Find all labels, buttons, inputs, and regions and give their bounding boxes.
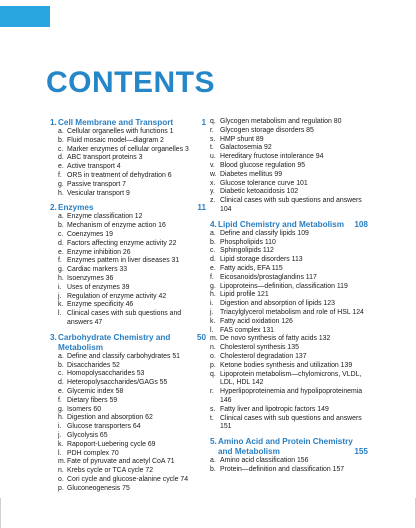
entry-letter: f. [58,396,62,404]
toc-entry[interactable] [210,188,368,197]
entry-letter: y. [210,188,215,196]
entry-letter: c. [58,230,64,238]
entry-letter: f. [210,273,214,281]
entry-letter: g. [58,180,64,188]
entry-letter: z. [210,197,216,205]
chapter-page: 155 [354,447,368,457]
entry-text: Digestion and absorption 62 [67,414,153,422]
entry-letter: l. [58,449,62,457]
chapter-title: Cell Membrane and Transport [58,118,174,127]
toc-entry[interactable] [210,309,368,318]
entry-text: Lipoprotein metabolism—chylomicrons, VLDL, LDL, HDL 142 [220,370,362,387]
toc-entry[interactable] [210,335,368,344]
chapter-page: 1 [201,118,206,127]
entry-text: Isomers 60 [67,405,102,413]
entry-text: Fluid mosaic model—diagram 2 [67,136,164,144]
toc-item-list [50,213,206,327]
toc-entry[interactable] [50,154,206,163]
entry-letter: q. [210,370,216,378]
entry-text: Lipid profile 121 [220,291,269,299]
entry-letter: q. [210,118,216,125]
entry-text: ORS in treatment of dehydration 6 [67,171,172,179]
toc-entry[interactable] [50,388,206,397]
entry-letter: j. [58,292,62,300]
entry-text: Define and classify carbohydrates 51 [67,352,180,360]
toc-entry[interactable] [50,406,206,415]
toc-entry[interactable] [50,284,206,293]
entry-letter: h. [210,291,216,299]
chapter-title: Carbohydrate Chemistry and Metabolism [58,332,171,352]
entry-text: Marker enzymes of cellular organelles 3 [67,145,189,153]
entry-letter: c. [58,370,64,378]
toc-entry[interactable] [50,301,206,310]
entry-text: Dietary fibers 59 [67,396,118,404]
entry-text: ABC transport proteins 3 [67,154,143,162]
entry-letter: r. [210,388,214,396]
entry-text: Homopolysaccharides 53 [67,370,145,378]
chapter-page: 50 [196,332,206,342]
toc-entry[interactable] [210,406,368,415]
entry-text: Coenzymes 19 [67,230,113,238]
toc-entry[interactable] [210,344,368,353]
entry-text: Enzyme classification 12 [67,213,143,221]
entry-letter: k. [210,317,216,325]
chapter-page: 11 [197,203,206,213]
entry-text: Glycemic index 58 [67,387,124,395]
toc-entry[interactable] [50,240,206,249]
toc-entry[interactable] [50,441,206,450]
entry-letter: t. [210,144,214,152]
entry-text: Amino acid classification 156 [220,457,309,465]
entry-letter: a. [210,229,216,237]
entry-letter: d. [58,379,64,387]
toc-entry[interactable] [50,397,206,406]
entry-letter: g. [58,405,64,413]
toc-entry[interactable] [210,371,368,389]
toc-entry[interactable] [210,153,368,162]
entry-letter: s. [210,405,216,413]
entry-letter: j. [58,431,62,439]
entry-letter: m. [58,458,66,466]
entry-text: Galactosemia 92 [220,144,272,152]
entry-letter: m. [210,335,218,343]
entry-text: Cori cycle and glucose-alanine cycle 74 [67,475,189,483]
toc-entry[interactable] [210,239,368,248]
entry-text: Isoenzymes 36 [67,274,114,282]
toc-entry[interactable] [50,249,206,258]
entry-text: Enzyme specificity 46 [67,301,134,309]
entry-text: De novo synthesis of fatty acids 132 [220,335,331,343]
entry-letter: i. [210,300,214,308]
toc-entry[interactable] [210,230,368,239]
toc-entry[interactable] [50,458,206,467]
toc-entry[interactable] [210,118,368,127]
toc-entry[interactable] [50,310,206,328]
toc-entry[interactable] [50,467,206,476]
toc-entry[interactable] [210,318,368,327]
toc-entry[interactable] [210,256,368,265]
toc-entry[interactable] [210,136,368,145]
entry-letter: r. [210,126,214,134]
entry-text: Phospholipids 110 [220,238,276,246]
entry-text: Clinical cases with sub questions and answers 104 [220,197,362,213]
toc-entry[interactable] [210,144,368,153]
toc-entry[interactable] [50,379,206,388]
toc-entry[interactable] [210,353,368,362]
entry-text: Heteropolysaccharides/GAGs 55 [67,379,168,387]
toc-right-column [210,118,368,475]
toc-item-list [210,457,368,475]
entry-letter: b. [210,238,216,246]
entry-text: Uses of enzymes 39 [67,283,130,291]
toc-item-list [50,128,206,198]
entry-letter: p. [58,484,64,492]
toc-entry[interactable] [210,283,368,292]
entry-text: Glucose tolerance curve 101 [220,179,308,187]
entry-text: Krebs cycle or TCA cycle 72 [67,467,154,475]
toc-entry[interactable] [210,127,368,136]
entry-text: Protein—definition and classification 157 [220,465,345,473]
toc-entry[interactable] [210,362,368,371]
chapter-heading[interactable] [210,437,368,457]
toc-item-list [210,118,368,215]
entry-letter: a. [58,213,64,221]
entry-letter: i. [58,283,62,291]
toc-entry[interactable] [50,362,206,371]
toc-entry[interactable] [50,450,206,459]
page-title: CONTENTS [46,66,215,99]
entry-text: Triacylglycerol metabolism and role of HSL 124 [220,308,364,316]
entry-text: Glycogen metabolism and regulation 80 [220,118,342,125]
entry-text: PDH complex 70 [67,449,119,457]
entry-text: Eicosanoids/prostaglandins 117 [220,273,317,281]
toc-entry[interactable] [210,247,368,256]
toc-entry[interactable] [210,388,368,406]
chapter-number: 1. [50,118,57,127]
entry-text: Clinical cases with sub questions and answers 47 [67,310,182,326]
chapter-number: 5. [210,437,217,447]
entry-text: Cardiac markers 33 [67,266,128,274]
entry-text: Lipoproteins—definition, classification 119 [220,282,348,290]
entry-text: Fatty acid oxidation 126 [220,317,293,325]
entry-text: Rapoport-Luebering cycle 69 [67,440,156,448]
entry-letter: j. [210,308,214,316]
entry-text: Cellular organelles with functions 1 [67,128,174,135]
chapter-heading[interactable] [50,333,206,353]
entry-letter: a. [210,457,216,465]
entry-letter: g. [58,266,64,274]
entry-text: Fate of pyruvate and acetyl CoA 71 [67,458,175,466]
chapter-title: Enzymes [58,203,94,213]
entry-text: Lipid storage disorders 113 [220,256,303,264]
entry-text: Diabetic ketoacidosis 102 [220,188,299,196]
toc-entry[interactable] [50,137,206,146]
toc-entry[interactable] [50,275,206,284]
entry-text: Cholesterol synthesis 135 [220,344,299,352]
entry-letter: u. [210,153,216,161]
entry-text: Define and classify lipids 109 [220,229,309,237]
entry-letter: w. [210,170,217,178]
entry-letter: e. [58,163,64,171]
entry-letter: a. [58,128,64,135]
entry-letter: o. [58,475,64,483]
entry-text: Enzyme inhibition 26 [67,248,131,256]
toc-entry[interactable] [50,485,206,494]
toc-entry[interactable] [50,190,206,199]
toc-entry[interactable] [50,353,206,362]
entry-letter: b. [58,136,64,144]
toc-entry[interactable] [210,415,368,433]
toc-entry[interactable] [210,274,368,283]
toc-entry[interactable] [210,291,368,300]
chapter-tab-marker [0,6,50,27]
entry-letter: g. [210,282,216,290]
toc-left-column [50,118,206,493]
entry-text: FAS complex 131 [220,326,275,334]
toc-item-list [210,230,368,432]
entry-letter: n. [58,467,64,475]
entry-letter: i. [58,423,62,431]
entry-text: Regulation of enzyme activity 42 [67,292,167,300]
toc-entry[interactable] [210,265,368,274]
entry-letter: e. [58,248,64,256]
entry-letter: c. [210,247,216,255]
toc-item-list [50,353,206,494]
chapter-number: 4. [210,219,217,229]
entry-text: Hereditary fructose intolerance 94 [220,153,324,161]
chapter-heading[interactable] [50,118,206,128]
entry-text: Vesicular transport 9 [67,189,130,197]
entry-text: Enzymes pattern in liver diseases 31 [67,257,180,265]
entry-text: Disaccharides 52 [67,361,120,369]
entry-letter: b. [58,222,64,230]
entry-letter: n. [210,344,216,352]
entry-letter: h. [58,274,64,282]
entry-letter: f. [58,257,62,265]
toc-entry[interactable] [50,213,206,222]
entry-letter: d. [58,239,64,247]
toc-entry[interactable] [50,266,206,275]
crop-mark-right [405,498,416,528]
toc-entry[interactable] [50,370,206,379]
entry-letter: e. [210,264,216,272]
entry-letter: o. [210,352,216,360]
entry-letter: v. [210,161,215,169]
toc-entry[interactable] [50,172,206,181]
chapter-heading[interactable] [210,220,368,230]
toc-entry[interactable] [210,300,368,309]
chapter-title: Lipid Chemistry and Metabolism [218,219,345,229]
chapter-title: Amino Acid and Protein Chemistry and Metabolism [218,437,353,457]
entry-letter: c. [58,145,64,153]
toc-entry[interactable] [210,197,368,215]
entry-text: Passive transport 7 [67,180,126,188]
entry-text: Ketone bodies synthesis and utilization 139 [220,361,353,369]
entry-letter: l. [210,326,214,334]
entry-letter: a. [58,352,64,360]
entry-letter: p. [210,361,216,369]
entry-letter: k. [58,440,64,448]
toc-entry[interactable] [50,414,206,423]
chapter-number: 3. [50,332,57,342]
toc-entry[interactable] [210,457,368,466]
entry-text: Glucose transporters 64 [67,423,141,431]
toc-entry[interactable] [50,128,206,137]
entry-text: Fatty liver and lipotropic factors 149 [220,405,329,413]
entry-text: Cholesterol degradation 137 [220,352,307,360]
entry-text: Glycolysis 65 [67,431,108,439]
entry-letter: d. [210,256,216,264]
entry-letter: b. [210,465,216,473]
entry-text: Sphingolipids 112 [220,247,274,255]
entry-letter: h. [58,414,64,422]
toc-entry[interactable] [210,180,368,189]
chapter-number: 2. [50,203,57,213]
toc-entry[interactable] [50,293,206,302]
toc-entry[interactable] [50,476,206,485]
chapter-heading[interactable] [50,203,206,213]
entry-letter: e. [58,387,64,395]
entry-text: Clinical cases with sub questions and answers 151 [220,414,362,431]
entry-letter: t. [210,414,214,422]
toc-entry[interactable] [50,146,206,155]
entry-text: Active transport 4 [67,163,121,171]
toc-entry[interactable] [50,231,206,240]
toc-entry[interactable] [210,327,368,336]
toc-entry[interactable] [50,222,206,231]
crop-mark-left [0,498,11,528]
entry-letter: f. [58,171,62,179]
entry-text: Blood glucose regulation 95 [220,161,306,169]
toc-entry[interactable] [50,432,206,441]
toc-entry[interactable] [210,466,368,475]
entry-text: Mechanism of enzyme action 16 [67,222,166,230]
toc-entry[interactable] [50,257,206,266]
entry-letter: x. [210,179,216,187]
entry-letter: h. [58,189,64,197]
entry-letter: k. [58,301,64,309]
entry-text: Factors affecting enzyme activity 22 [67,239,177,247]
entry-text: Diabetes mellitus 99 [220,170,283,178]
entry-text: Hyperlipoproteinemia and hypolipoproteinemia 146 [220,388,363,404]
toc-entry[interactable] [210,162,368,171]
entry-letter: l. [58,310,62,318]
entry-text: HMP shunt 89 [220,135,264,143]
entry-letter: b. [58,361,64,369]
entry-text: Gluconeogenesis 75 [67,484,130,492]
entry-text: Glycogen storage disorders 85 [220,126,314,134]
toc-entry[interactable] [50,181,206,190]
entry-text: Digestion and absorption of lipids 123 [220,300,335,308]
toc-entry[interactable] [210,171,368,180]
toc-entry[interactable] [50,163,206,172]
entry-letter: s. [210,135,216,143]
chapter-page: 108 [354,219,368,229]
toc-entry[interactable] [50,423,206,432]
entry-letter: d. [58,154,64,162]
entry-text: Fatty acids, EFA 115 [220,264,283,272]
